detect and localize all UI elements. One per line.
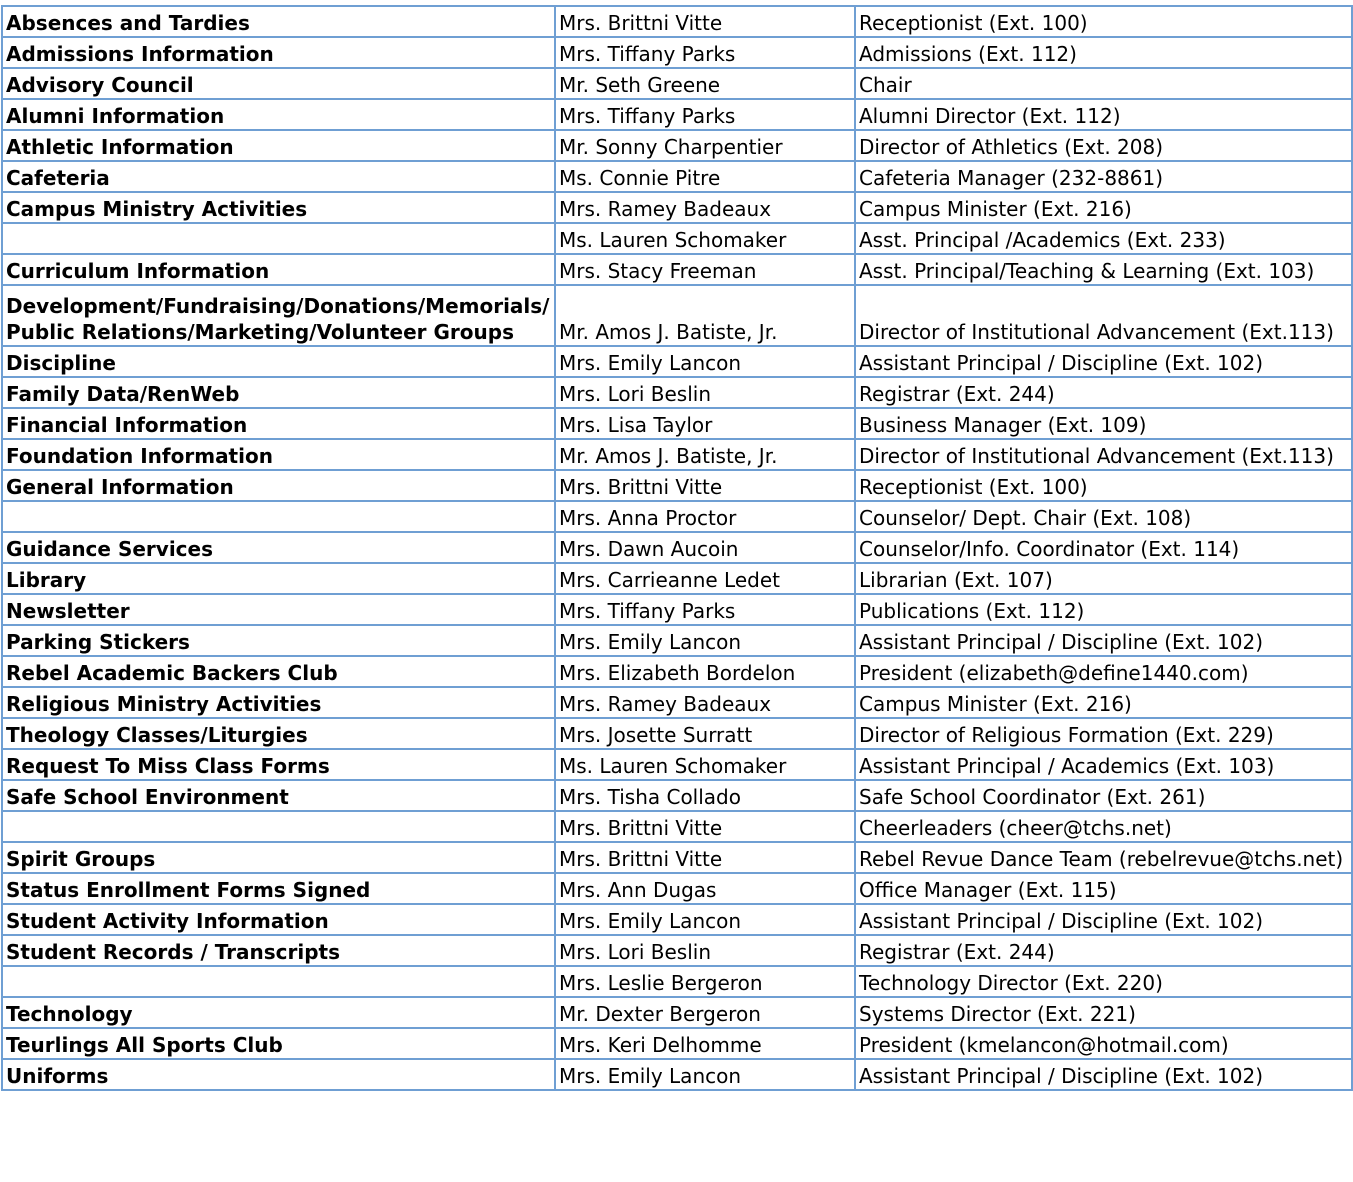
contact-role-cell: Receptionist (Ext. 100) <box>855 470 1352 501</box>
table-row <box>2 408 1352 439</box>
contact-role-cell: Rebel Revue Dance Team (rebelrevue@tchs.net) <box>855 842 1352 873</box>
contact-role-cell: Director of Religious Formation (Ext. 229) <box>855 718 1352 749</box>
contact-person-cell: Mrs. Emily Lancon <box>555 904 855 935</box>
contact-person-cell: Mrs. Tisha Collado <box>555 780 855 811</box>
table-row <box>2 285 1352 346</box>
topic-line: Public Relations/Marketing/Volunteer Groups <box>6 320 514 344</box>
topic-cell: Status Enrollment Forms Signed <box>2 873 555 904</box>
table-row <box>2 997 1352 1028</box>
contact-person-cell: Mrs. Tiffany Parks <box>555 99 855 130</box>
contact-person-cell: Mrs. Lori Beslin <box>555 935 855 966</box>
contact-person-cell: Mrs. Leslie Bergeron <box>555 966 855 997</box>
contact-person-cell: Mrs. Brittni Vitte <box>555 6 855 37</box>
contact-person-cell: Ms. Lauren Schomaker <box>555 223 855 254</box>
topic-cell: Foundation Information <box>2 439 555 470</box>
topic-line: Development/Fundraising/Donations/Memorials/ <box>6 294 550 318</box>
contact-role-cell: Campus Minister (Ext. 216) <box>855 687 1352 718</box>
topic-cell: Library <box>2 563 555 594</box>
contact-person-cell: Mrs. Tiffany Parks <box>555 37 855 68</box>
topic-cell <box>2 966 555 997</box>
contact-role-cell: Cafeteria Manager (232-8861) <box>855 161 1352 192</box>
contact-role-cell: Business Manager (Ext. 109) <box>855 408 1352 439</box>
contact-person-cell: Mrs. Lori Beslin <box>555 377 855 408</box>
topic-cell: Campus Ministry Activities <box>2 192 555 223</box>
table-row <box>2 718 1352 749</box>
contact-role-cell: Asst. Principal/Teaching & Learning (Ext. 103) <box>855 254 1352 285</box>
contact-person-cell: Mr. Amos J. Batiste, Jr. <box>555 285 855 346</box>
table-row <box>2 130 1352 161</box>
contact-person-cell: Mr. Sonny Charpentier <box>555 130 855 161</box>
topic-cell: Family Data/RenWeb <box>2 377 555 408</box>
table-row <box>2 470 1352 501</box>
table-row <box>2 1028 1352 1059</box>
contact-person-cell: Mrs. Lisa Taylor <box>555 408 855 439</box>
contact-role-cell: Asst. Principal /Academics (Ext. 233) <box>855 223 1352 254</box>
table-row <box>2 161 1352 192</box>
contact-person-cell: Mrs. Brittni Vitte <box>555 842 855 873</box>
contact-role-cell: Assistant Principal / Discipline (Ext. 102) <box>855 346 1352 377</box>
table-row <box>2 749 1352 780</box>
contact-person-cell: Mrs. Brittni Vitte <box>555 470 855 501</box>
contact-role-cell: Assistant Principal / Discipline (Ext. 102) <box>855 1059 1352 1090</box>
topic-cell <box>2 811 555 842</box>
contact-role-cell: Assistant Principal / Discipline (Ext. 102) <box>855 625 1352 656</box>
topic-cell: General Information <box>2 470 555 501</box>
contact-directory-table <box>1 5 1353 1091</box>
contact-role-cell: Assistant Principal / Academics (Ext. 103) <box>855 749 1352 780</box>
topic-cell: Advisory Council <box>2 68 555 99</box>
table-row <box>2 873 1352 904</box>
table-row <box>2 192 1352 223</box>
table-row <box>2 346 1352 377</box>
table-row <box>2 439 1352 470</box>
contact-role-cell: Cheerleaders (cheer@tchs.net) <box>855 811 1352 842</box>
contact-role-cell: Campus Minister (Ext. 216) <box>855 192 1352 223</box>
topic-cell: Religious Ministry Activities <box>2 687 555 718</box>
contact-role-cell: Librarian (Ext. 107) <box>855 563 1352 594</box>
contact-person-cell: Mrs. Stacy Freeman <box>555 254 855 285</box>
contact-role-cell: Counselor/Info. Coordinator (Ext. 114) <box>855 532 1352 563</box>
topic-cell: Parking Stickers <box>2 625 555 656</box>
contact-person-cell: Mrs. Ramey Badeaux <box>555 687 855 718</box>
topic-cell: Absences and Tardies <box>2 6 555 37</box>
topic-cell: Newsletter <box>2 594 555 625</box>
contact-role-cell: Alumni Director (Ext. 112) <box>855 99 1352 130</box>
table-row <box>2 687 1352 718</box>
contact-role-cell: Publications (Ext. 112) <box>855 594 1352 625</box>
table-row <box>2 254 1352 285</box>
contact-role-cell: Office Manager (Ext. 115) <box>855 873 1352 904</box>
contact-role-cell: President (kmelancon@hotmail.com) <box>855 1028 1352 1059</box>
contact-person-cell: Mrs. Ramey Badeaux <box>555 192 855 223</box>
contact-role-cell: Registrar (Ext. 244) <box>855 377 1352 408</box>
topic-cell: Theology Classes/Liturgies <box>2 718 555 749</box>
topic-cell: Admissions Information <box>2 37 555 68</box>
contact-person-cell: Mr. Amos J. Batiste, Jr. <box>555 439 855 470</box>
table-row <box>2 377 1352 408</box>
table-row <box>2 563 1352 594</box>
topic-cell: Student Activity Information <box>2 904 555 935</box>
topic-cell: Spirit Groups <box>2 842 555 873</box>
topic-cell: Rebel Academic Backers Club <box>2 656 555 687</box>
contact-role-cell: Safe School Coordinator (Ext. 261) <box>855 780 1352 811</box>
topic-cell: Curriculum Information <box>2 254 555 285</box>
topic-cell: Guidance Services <box>2 532 555 563</box>
contact-role-cell: Receptionist (Ext. 100) <box>855 6 1352 37</box>
table-row <box>2 966 1352 997</box>
topic-cell: Teurlings All Sports Club <box>2 1028 555 1059</box>
contact-person-cell: Mrs. Josette Surratt <box>555 718 855 749</box>
table-row <box>2 37 1352 68</box>
contact-person-cell: Mrs. Brittni Vitte <box>555 811 855 842</box>
contact-role-cell: Chair <box>855 68 1352 99</box>
topic-cell: Technology <box>2 997 555 1028</box>
contact-person-cell: Ms. Connie Pitre <box>555 161 855 192</box>
topic-cell <box>2 223 555 254</box>
contact-role-cell: Counselor/ Dept. Chair (Ext. 108) <box>855 501 1352 532</box>
contact-person-cell: Mrs. Tiffany Parks <box>555 594 855 625</box>
contact-person-cell: Mrs. Keri Delhomme <box>555 1028 855 1059</box>
table-row <box>2 6 1352 37</box>
topic-cell <box>2 285 555 346</box>
table-row <box>2 68 1352 99</box>
contact-person-cell: Mr. Seth Greene <box>555 68 855 99</box>
contact-person-cell: Mrs. Anna Proctor <box>555 501 855 532</box>
contact-role-cell: Director of Institutional Advancement (Ext.113) <box>855 285 1352 346</box>
topic-cell: Safe School Environment <box>2 780 555 811</box>
contact-person-cell: Mrs. Emily Lancon <box>555 1059 855 1090</box>
table-row <box>2 935 1352 966</box>
contact-role-cell: President (elizabeth@define1440.com) <box>855 656 1352 687</box>
topic-cell <box>2 501 555 532</box>
contact-role-cell: Technology Director (Ext. 220) <box>855 966 1352 997</box>
topic-cell: Discipline <box>2 346 555 377</box>
contact-role-cell: Assistant Principal / Discipline (Ext. 102) <box>855 904 1352 935</box>
topic-cell: Student Records / Transcripts <box>2 935 555 966</box>
table-row <box>2 811 1352 842</box>
contact-person-cell: Mrs. Dawn Aucoin <box>555 532 855 563</box>
table-row <box>2 1059 1352 1090</box>
table-row <box>2 904 1352 935</box>
topic-cell: Financial Information <box>2 408 555 439</box>
contact-person-cell: Ms. Lauren Schomaker <box>555 749 855 780</box>
table-row <box>2 594 1352 625</box>
table-row <box>2 656 1352 687</box>
contact-person-cell: Mrs. Emily Lancon <box>555 346 855 377</box>
contact-person-cell: Mrs. Ann Dugas <box>555 873 855 904</box>
table-row <box>2 99 1352 130</box>
table-row <box>2 842 1352 873</box>
table-row <box>2 780 1352 811</box>
contact-person-cell: Mrs. Emily Lancon <box>555 625 855 656</box>
topic-cell: Alumni Information <box>2 99 555 130</box>
contact-role-cell: Systems Director (Ext. 221) <box>855 997 1352 1028</box>
contact-person-cell: Mrs. Elizabeth Bordelon <box>555 656 855 687</box>
topic-cell: Uniforms <box>2 1059 555 1090</box>
table-row <box>2 223 1352 254</box>
contact-role-cell: Director of Athletics (Ext. 208) <box>855 130 1352 161</box>
topic-cell: Athletic Information <box>2 130 555 161</box>
table-row <box>2 532 1352 563</box>
contact-person-cell: Mr. Dexter Bergeron <box>555 997 855 1028</box>
table-row <box>2 625 1352 656</box>
topic-cell: Request To Miss Class Forms <box>2 749 555 780</box>
topic-cell: Cafeteria <box>2 161 555 192</box>
contact-role-cell: Registrar (Ext. 244) <box>855 935 1352 966</box>
contact-role-cell: Admissions (Ext. 112) <box>855 37 1352 68</box>
contact-person-cell: Mrs. Carrieanne Ledet <box>555 563 855 594</box>
contact-role-cell: Director of Institutional Advancement (Ext.113) <box>855 439 1352 470</box>
table-row <box>2 501 1352 532</box>
